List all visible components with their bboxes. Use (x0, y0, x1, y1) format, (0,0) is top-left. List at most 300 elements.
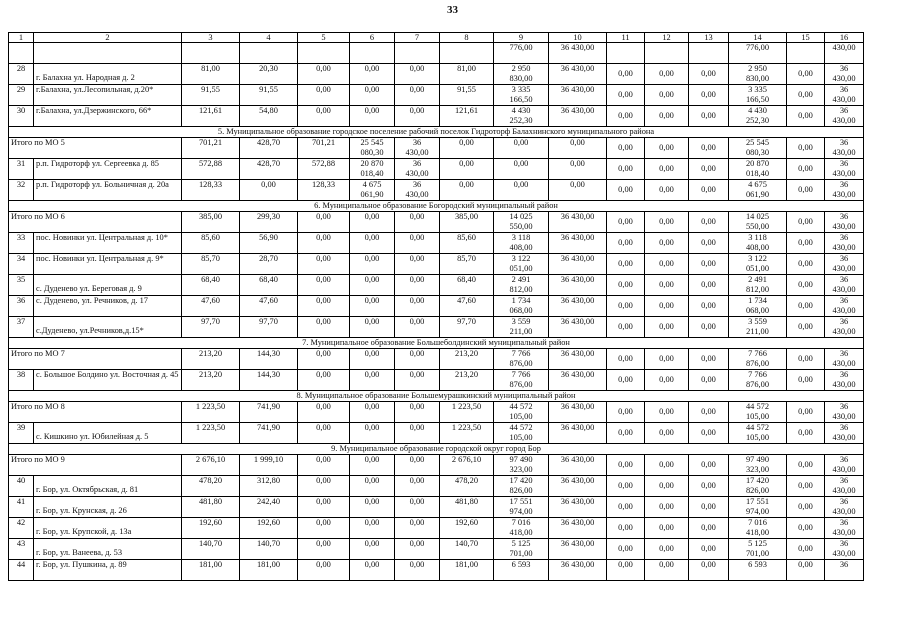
table-cell: 0,00 (645, 560, 689, 581)
table-cell: 385,00 (440, 212, 494, 233)
table-cell: 36 430,00 (549, 212, 607, 233)
table-cell: 0,00 (298, 349, 350, 370)
table-cell: 430,00 (825, 43, 864, 64)
table-cell: 85,70 (440, 254, 494, 275)
table-cell: 0,00 (494, 180, 549, 201)
table-cell: 68,40 (182, 275, 240, 296)
address-text: г. Бор, ул. Крунская, д. 26 (36, 506, 127, 515)
table-cell: 128,33 (182, 180, 240, 201)
table-cell: 0,00 (607, 64, 645, 85)
table-cell: 2 950 830,00 (494, 64, 549, 85)
total-label: Итого по МО 8 (9, 402, 182, 423)
section-title: 6. Муниципальное образование Богородский муниципальный район (9, 201, 864, 212)
address-cell (34, 560, 182, 581)
total-row (9, 455, 864, 476)
total-label: Итого по МО 6 (9, 212, 182, 233)
table-cell: 1 999,10 (240, 455, 298, 476)
table-cell: 85,70 (182, 254, 240, 275)
row-number: 44 (9, 560, 34, 581)
table-cell: 0,00 (645, 233, 689, 254)
table-cell: 0,00 (607, 349, 645, 370)
table-cell: 478,20 (440, 476, 494, 497)
table-cell: 1 734 068,00 (729, 296, 787, 317)
table-cell: 0,00 (645, 497, 689, 518)
table-cell: 140,70 (440, 539, 494, 560)
total-row (9, 212, 864, 233)
address-text: с. Кишкино ул. Юбилейная д. 5 (36, 432, 149, 441)
table-cell: 0,00 (787, 275, 825, 296)
table-cell: 144,30 (240, 349, 298, 370)
table-cell: 0,00 (298, 296, 350, 317)
table-cell: 0,00 (645, 518, 689, 539)
table-cell: 0,00 (689, 539, 729, 560)
table-cell: 0,00 (607, 423, 645, 444)
table-cell: 0,00 (787, 64, 825, 85)
table-cell: 36 430,00 (549, 106, 607, 127)
row-number: 42 (9, 518, 34, 539)
table-cell: 0,00 (440, 138, 494, 159)
table-cell: 0,00 (298, 560, 350, 581)
address-cell (34, 64, 182, 85)
table-cell: 36 430,00 (395, 159, 440, 180)
table-cell: 428,70 (240, 159, 298, 180)
table-cell: 2 676,10 (182, 455, 240, 476)
table-cell: 572,88 (182, 159, 240, 180)
table-cell: 20,30 (240, 64, 298, 85)
table-cell: 0,00 (395, 317, 440, 338)
table-cell: 428,70 (240, 138, 298, 159)
table-cell: 0,00 (298, 402, 350, 423)
address-text: г.Балахна, ул.Лесопильная, д.20* (36, 85, 154, 94)
table-cell: 36 430,00 (549, 518, 607, 539)
table-cell: 68,40 (440, 275, 494, 296)
table-cell: 0,00 (298, 476, 350, 497)
table-cell: 0,00 (645, 159, 689, 180)
table-cell: 36 430,00 (825, 455, 864, 476)
table-cell: 0,00 (787, 212, 825, 233)
table-cell: 0,00 (298, 106, 350, 127)
table-cell: 140,70 (240, 539, 298, 560)
table-cell: 0,00 (395, 455, 440, 476)
table-cell: 192,60 (240, 518, 298, 539)
header-cell: 15 (787, 33, 825, 43)
section-title: 7. Муниципальное образование Большеболдинский муниципальный район (9, 338, 864, 349)
table-cell: 0,00 (607, 275, 645, 296)
address-cell (34, 296, 182, 317)
address-cell (34, 423, 182, 444)
total-label: Итого по МО 9 (9, 455, 182, 476)
table-cell: 97,70 (240, 317, 298, 338)
address-cell (34, 539, 182, 560)
table-cell: 0,00 (645, 254, 689, 275)
table-cell: 0,00 (607, 497, 645, 518)
header-cell: 12 (645, 33, 689, 43)
address-text: с.Дуденево, ул.Речников,д.15* (36, 326, 144, 335)
table-row (9, 159, 864, 180)
table-cell: 81,00 (182, 64, 240, 85)
table-cell: 0,00 (607, 560, 645, 581)
table-row (9, 296, 864, 317)
table-cell: 0,00 (689, 349, 729, 370)
table-cell: 36 430,00 (549, 43, 607, 64)
table-cell (350, 43, 395, 64)
section-row (9, 201, 864, 212)
table-cell: 3 335 166,50 (494, 85, 549, 106)
table-cell: 0,00 (689, 212, 729, 233)
table-cell: 0,00 (689, 476, 729, 497)
table-cell: 776,00 (494, 43, 549, 64)
table-cell: 36 430,00 (825, 518, 864, 539)
table-cell: 0,00 (395, 106, 440, 127)
table-cell: 0,00 (607, 402, 645, 423)
page-number: 33 (447, 4, 458, 16)
table-cell: 36 430,00 (549, 497, 607, 518)
row-number: 28 (9, 64, 34, 85)
table-cell: 0,00 (607, 212, 645, 233)
table-cell: 0,00 (689, 497, 729, 518)
table-cell: 36 430,00 (549, 370, 607, 391)
table-cell: 0,00 (395, 349, 440, 370)
table-cell: 5 125 701,00 (494, 539, 549, 560)
address-cell (34, 233, 182, 254)
table-cell: 36 430,00 (549, 539, 607, 560)
table-row (9, 254, 864, 275)
table-cell: 0,00 (395, 476, 440, 497)
table-cell: 0,00 (350, 560, 395, 581)
table-cell: 36 430,00 (395, 138, 440, 159)
table-cell: 0,00 (494, 159, 549, 180)
table-cell: 0,00 (689, 560, 729, 581)
table-cell: 0,00 (645, 85, 689, 106)
table-row (9, 317, 864, 338)
table-cell: 4 430 252,30 (729, 106, 787, 127)
total-label: Итого по МО 7 (9, 349, 182, 370)
table-cell: 56,90 (240, 233, 298, 254)
table-cell: 0,00 (607, 476, 645, 497)
address-cell (34, 497, 182, 518)
table-cell: 0,00 (689, 370, 729, 391)
table-cell: 0,00 (689, 275, 729, 296)
address-text: с. Дуденево, ул. Речников, д. 17 (36, 296, 148, 305)
table-cell: 36 430,00 (825, 233, 864, 254)
table-cell: 0,00 (645, 106, 689, 127)
table-cell: 0,00 (645, 180, 689, 201)
table-cell: 36 430,00 (549, 455, 607, 476)
table-cell: 0,00 (350, 349, 395, 370)
table-cell: 0,00 (350, 317, 395, 338)
row-number: 30 (9, 106, 34, 127)
section-title: 8. Муниципальное образование Большемурашкинский муниципальный район (9, 391, 864, 402)
table-cell: 0,00 (350, 539, 395, 560)
header-cell: 16 (825, 33, 864, 43)
table-cell: 0,00 (298, 85, 350, 106)
table-cell: 36 430,00 (549, 233, 607, 254)
table-cell: 0,00 (298, 370, 350, 391)
table-cell: 20 870 018,40 (729, 159, 787, 180)
table-cell: 181,00 (182, 560, 240, 581)
address-cell (34, 370, 182, 391)
table-row (9, 43, 864, 64)
table-cell: 0,00 (787, 497, 825, 518)
table-cell: 0,00 (298, 518, 350, 539)
table-cell: 2 491 812,00 (729, 275, 787, 296)
table-cell: 0,00 (350, 476, 395, 497)
row-number: 29 (9, 85, 34, 106)
table-row (9, 64, 864, 85)
table-cell: 97,70 (182, 317, 240, 338)
table-cell: 0,00 (298, 64, 350, 85)
table-cell: 0,00 (395, 85, 440, 106)
table-cell: 0,00 (645, 455, 689, 476)
total-row (9, 402, 864, 423)
row-number: 35 (9, 275, 34, 296)
table-row (9, 233, 864, 254)
table-cell: 741,90 (240, 402, 298, 423)
table-cell: 14 025 550,00 (494, 212, 549, 233)
table-cell: 6 593 (729, 560, 787, 581)
table-cell: 121,61 (182, 106, 240, 127)
table-cell: 0,00 (607, 159, 645, 180)
table-cell: 0,00 (350, 275, 395, 296)
table-cell: 0,00 (607, 539, 645, 560)
table-cell: 36 430,00 (825, 254, 864, 275)
table-cell: 140,70 (182, 539, 240, 560)
table-cell: 0,00 (787, 560, 825, 581)
table-cell: 44 572 105,00 (494, 402, 549, 423)
table-cell: 0,00 (395, 254, 440, 275)
table-cell: 36 430,00 (825, 349, 864, 370)
section-title: 9. Муниципальное образование городской округ город Бор (9, 444, 864, 455)
table-cell: 0,00 (645, 138, 689, 159)
table-cell: 47,60 (440, 296, 494, 317)
table-cell: 0,00 (298, 539, 350, 560)
row-number: 37 (9, 317, 34, 338)
table-cell: 385,00 (182, 212, 240, 233)
table-cell: 3 335 166,50 (729, 85, 787, 106)
table-cell: 14 025 550,00 (729, 212, 787, 233)
table-cell: 0,00 (395, 296, 440, 317)
table-cell: 0,00 (607, 233, 645, 254)
table-cell: 213,20 (440, 349, 494, 370)
table-cell: 0,00 (607, 85, 645, 106)
row-number (9, 43, 34, 64)
table-cell: 0,00 (395, 423, 440, 444)
table-cell: 0,00 (440, 159, 494, 180)
table-cell: 68,40 (240, 275, 298, 296)
table-cell: 91,55 (240, 85, 298, 106)
table-cell: 0,00 (645, 370, 689, 391)
header-cell: 13 (689, 33, 729, 43)
table-cell: 0,00 (787, 296, 825, 317)
table-cell: 299,30 (240, 212, 298, 233)
table-cell: 28,70 (240, 254, 298, 275)
table-cell: 0,00 (689, 85, 729, 106)
table-cell: 7 766 876,00 (494, 370, 549, 391)
table-cell: 741,90 (240, 423, 298, 444)
section-row (9, 338, 864, 349)
table-cell (645, 43, 689, 64)
table-cell: 0,00 (350, 85, 395, 106)
total-row (9, 349, 864, 370)
table-cell: 481,80 (440, 497, 494, 518)
table-cell: 0,00 (395, 518, 440, 539)
table-cell: 144,30 (240, 370, 298, 391)
address-cell (34, 275, 182, 296)
table-cell: 36 430,00 (395, 180, 440, 201)
table-cell: 478,20 (182, 476, 240, 497)
table-cell: 36 (825, 560, 864, 581)
table-cell: 0,00 (607, 106, 645, 127)
table-cell: 0,00 (298, 497, 350, 518)
table-cell: 0,00 (298, 233, 350, 254)
table-cell: 36 430,00 (549, 402, 607, 423)
table-cell: 0,00 (607, 370, 645, 391)
table-cell: 36 430,00 (825, 159, 864, 180)
table-cell: 4 430 252,30 (494, 106, 549, 127)
table-cell (182, 43, 240, 64)
section-row (9, 127, 864, 138)
table-cell: 0,00 (689, 296, 729, 317)
table-cell: 3 118 408,00 (729, 233, 787, 254)
table-cell: 1 223,50 (182, 402, 240, 423)
table-cell: 36 430,00 (825, 539, 864, 560)
total-row (9, 138, 864, 159)
address-text: пос. Новинки ул. Центральная д. 10* (36, 233, 168, 242)
table-cell: 81,00 (440, 64, 494, 85)
table-cell: 0,00 (395, 233, 440, 254)
table-cell: 0,00 (395, 64, 440, 85)
table-cell: 0,00 (689, 402, 729, 423)
table-cell: 97 490 323,00 (729, 455, 787, 476)
row-number: 31 (9, 159, 34, 180)
table-row (9, 85, 864, 106)
header-cell: 3 (182, 33, 240, 43)
table-cell: 36 430,00 (825, 317, 864, 338)
section-row (9, 444, 864, 455)
table-cell (395, 43, 440, 64)
table-cell: 3 559 211,00 (494, 317, 549, 338)
row-number: 34 (9, 254, 34, 275)
table-cell: 36 430,00 (825, 476, 864, 497)
table-cell: 0,00 (549, 180, 607, 201)
table-cell: 36 430,00 (825, 497, 864, 518)
table-cell: 0,00 (787, 370, 825, 391)
table-cell: 91,55 (440, 85, 494, 106)
table-cell: 25 545 080,30 (729, 138, 787, 159)
header-cell: 4 (240, 33, 298, 43)
table-cell: 312,80 (240, 476, 298, 497)
table-cell: 0,00 (298, 423, 350, 444)
table-cell: 0,00 (350, 233, 395, 254)
table-row (9, 560, 864, 581)
table-cell: 0,00 (549, 138, 607, 159)
table-cell (607, 43, 645, 64)
table-cell: 0,00 (787, 476, 825, 497)
header-cell: 10 (549, 33, 607, 43)
table-cell: 7 016 418,00 (494, 518, 549, 539)
table-cell: 213,20 (182, 370, 240, 391)
address-text: р.п. Гидроторф ул. Больничная д. 20а (36, 180, 169, 189)
table-cell: 0,00 (787, 138, 825, 159)
table-cell: 0,00 (395, 370, 440, 391)
table-cell: 0,00 (395, 560, 440, 581)
table-cell: 0,00 (395, 275, 440, 296)
table-cell: 36 430,00 (549, 423, 607, 444)
table-cell: 0,00 (350, 212, 395, 233)
table-cell: 0,00 (787, 518, 825, 539)
address-text: с. Большое Болдино ул. Восточная д. 45 (36, 370, 179, 379)
table-cell: 0,00 (689, 64, 729, 85)
header-row (9, 33, 864, 43)
header-cell: 7 (395, 33, 440, 43)
table-cell: 36 430,00 (825, 85, 864, 106)
table-cell: 2 491 812,00 (494, 275, 549, 296)
table-cell: 36 430,00 (549, 275, 607, 296)
header-cell: 1 (9, 33, 34, 43)
table-cell: 0,00 (350, 64, 395, 85)
table-cell (787, 43, 825, 64)
table-cell: 0,00 (689, 106, 729, 127)
table-cell: 85,60 (182, 233, 240, 254)
header-cell: 2 (34, 33, 182, 43)
table-cell: 0,00 (645, 476, 689, 497)
table-cell: 97,70 (440, 317, 494, 338)
row-number: 36 (9, 296, 34, 317)
table-cell: 91,55 (182, 85, 240, 106)
table-cell (298, 43, 350, 64)
table-cell: 36 430,00 (549, 560, 607, 581)
address-text: г. Бор, ул. Октябрьская, д. 81 (36, 485, 139, 494)
table-cell: 0,00 (350, 254, 395, 275)
table-cell: 0,00 (689, 138, 729, 159)
table-cell: 3 559 211,00 (729, 317, 787, 338)
table-row (9, 539, 864, 560)
table-cell: 701,21 (298, 138, 350, 159)
table-cell: 0,00 (607, 254, 645, 275)
address-text: г.Балахна, ул.Дзержинского, 66* (36, 106, 152, 115)
table-cell: 0,00 (689, 518, 729, 539)
address-text: р.п. Гидроторф ул. Сергеевка д. 85 (36, 159, 159, 168)
table-cell: 0,00 (645, 64, 689, 85)
table-cell: 36 430,00 (549, 85, 607, 106)
table-cell: 181,00 (440, 560, 494, 581)
table-cell: 192,60 (182, 518, 240, 539)
table-cell: 701,21 (182, 138, 240, 159)
table-cell: 0,00 (395, 402, 440, 423)
table-cell: 47,60 (182, 296, 240, 317)
table-cell: 0,00 (607, 180, 645, 201)
table-cell: 0,00 (350, 497, 395, 518)
table-cell: 36 430,00 (825, 423, 864, 444)
table-cell: 3 118 408,00 (494, 233, 549, 254)
table-cell: 7 766 876,00 (729, 349, 787, 370)
table-cell: 0,00 (607, 317, 645, 338)
row-number: 33 (9, 233, 34, 254)
table-cell: 36 430,00 (825, 370, 864, 391)
table-cell: 36 430,00 (825, 138, 864, 159)
table-cell: 0,00 (298, 254, 350, 275)
header-cell: 5 (298, 33, 350, 43)
row-number: 32 (9, 180, 34, 201)
table-cell: 0,00 (395, 212, 440, 233)
table-cell: 0,00 (645, 349, 689, 370)
table-cell: 0,00 (645, 539, 689, 560)
table-cell: 0,00 (787, 254, 825, 275)
table-cell: 0,00 (350, 423, 395, 444)
table-cell: 0,00 (689, 254, 729, 275)
table-cell: 0,00 (607, 296, 645, 317)
header-cell: 11 (607, 33, 645, 43)
